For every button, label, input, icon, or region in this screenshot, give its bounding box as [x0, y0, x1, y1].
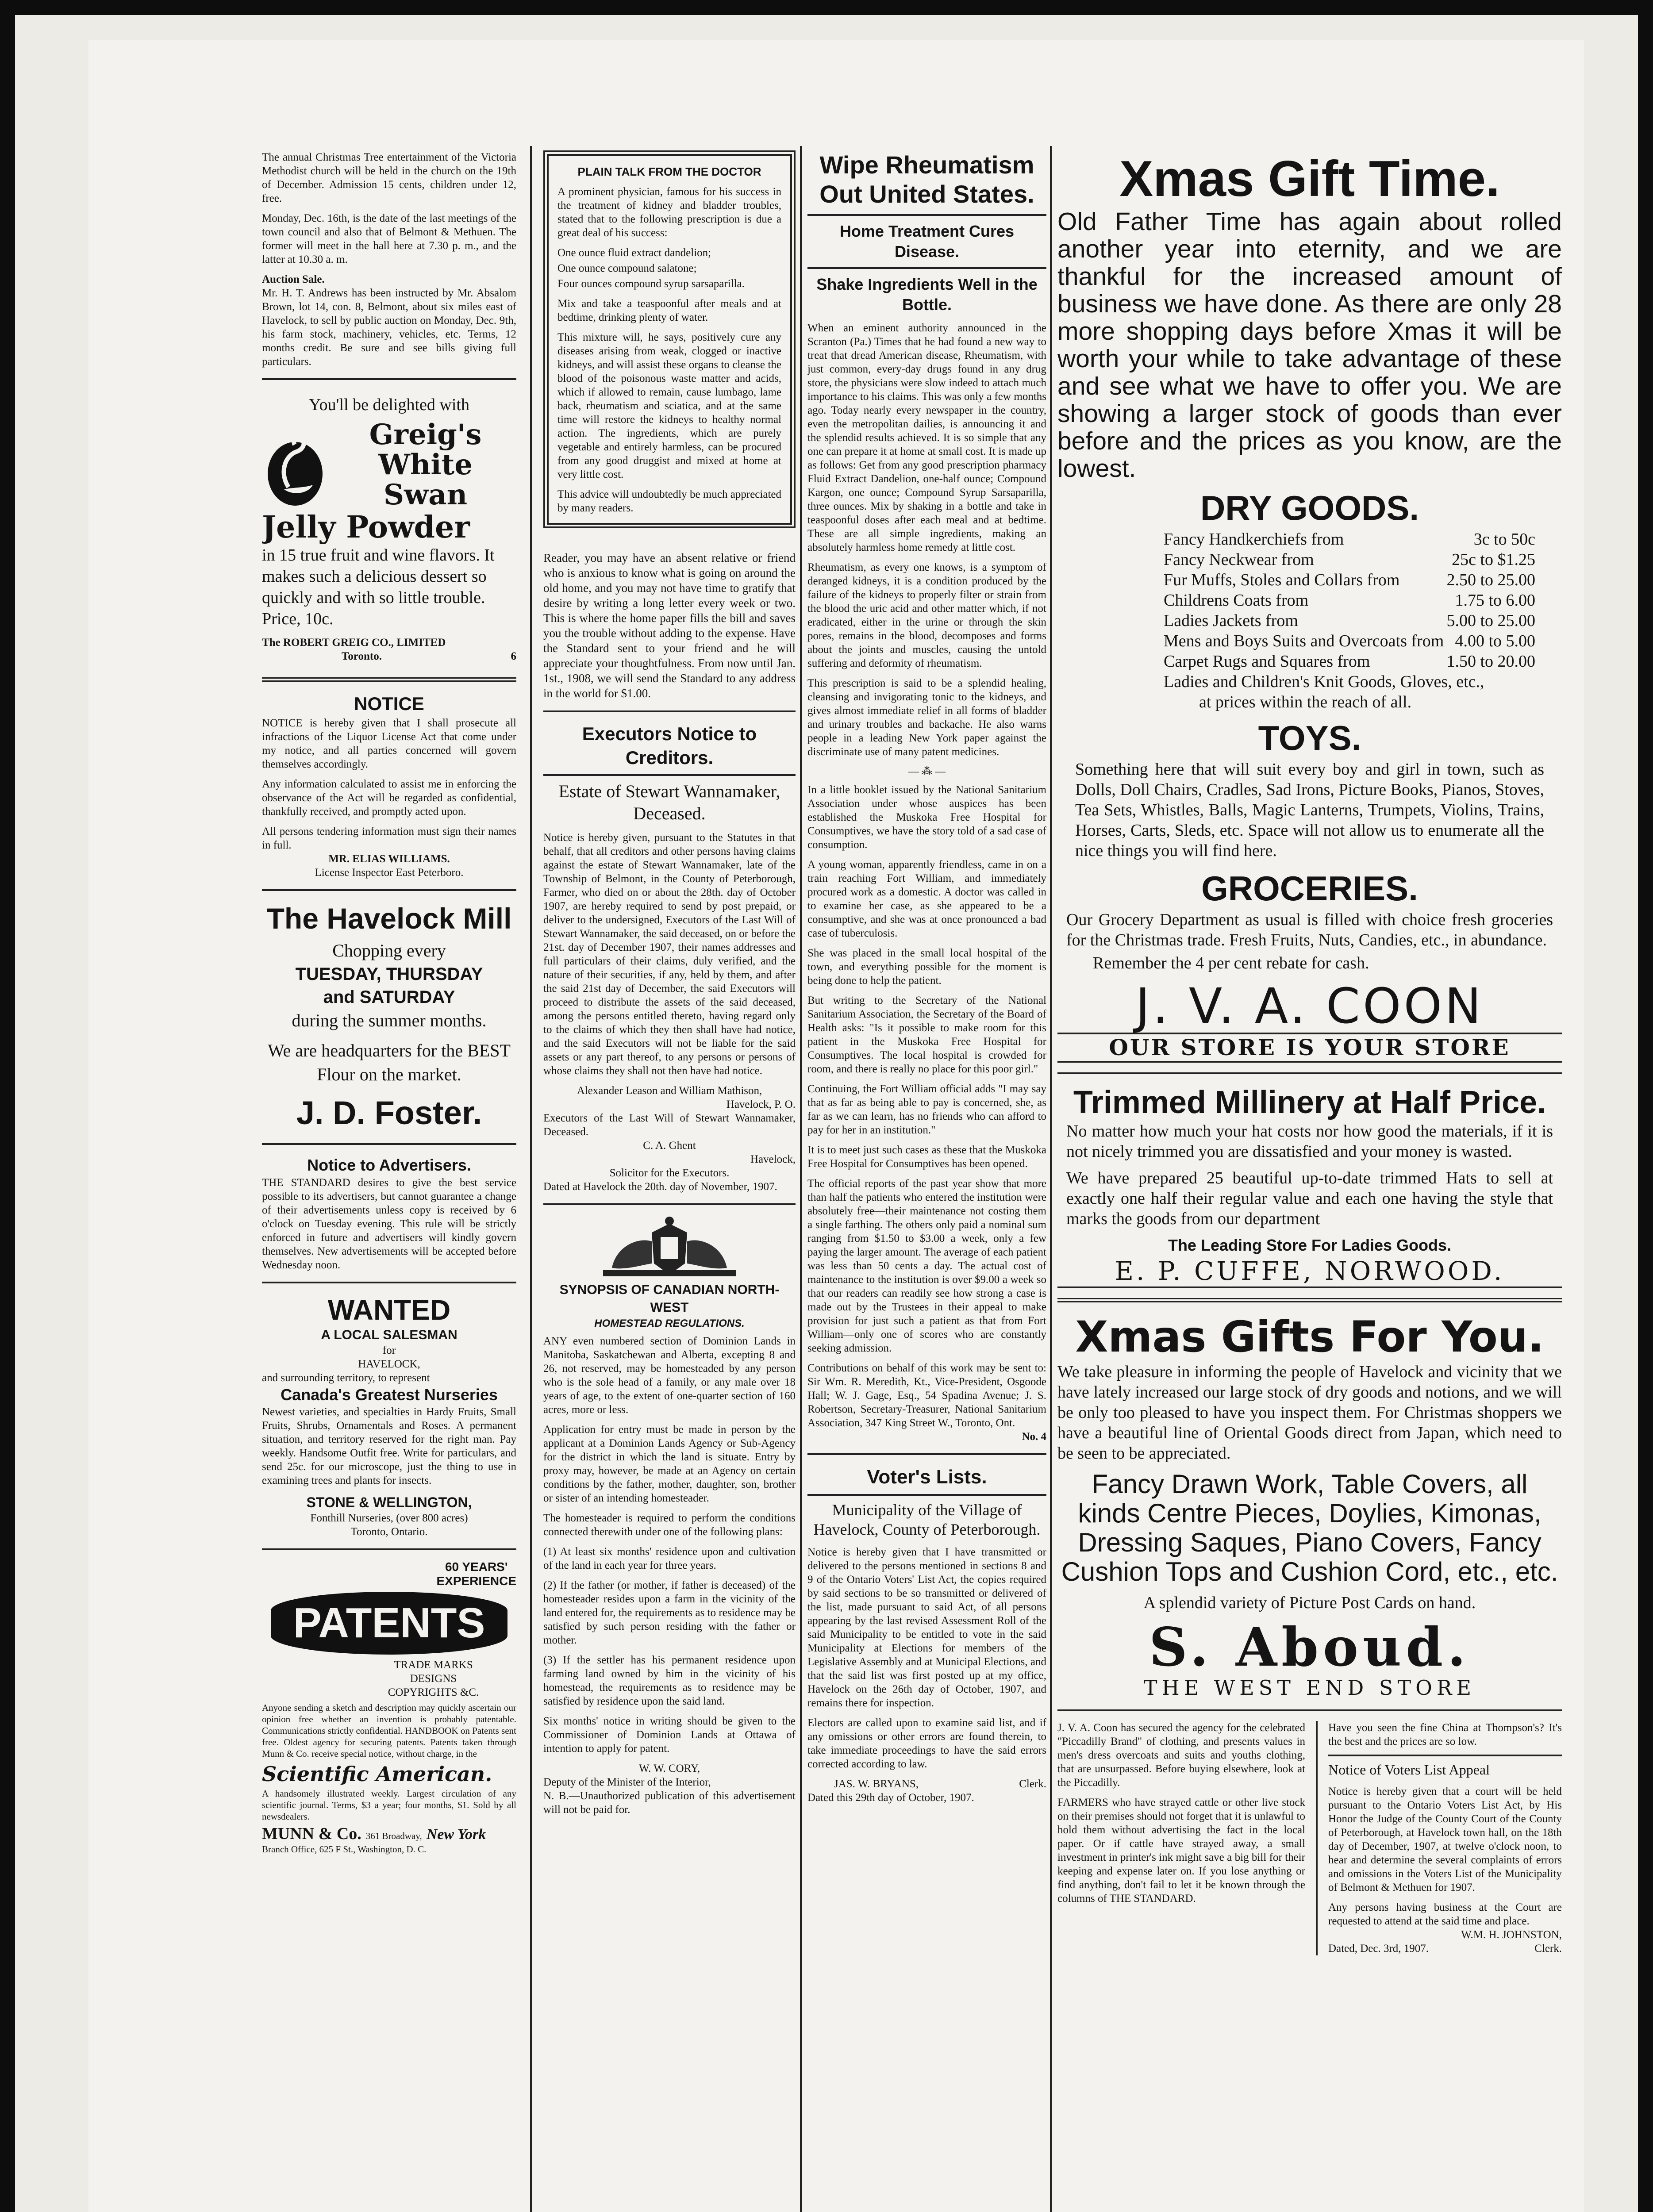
voters-lists-subtitle: Municipality of the Village of Havelock, County of Peterborough. — [813, 1501, 1041, 1538]
voters-appeal-body: Notice is hereby given that a court will be held pursuant to the Ontario Voters List Act, by His Honor the Judge of the County Court of the County of Peterborough, at Havelock town hall, on the 18th day of December, 1907, at twelve o'clock noon, to hear and determine the several complaints of errors and omissions in the Voters List of the Municipality of Belmont & Methuen for 1907. — [1328, 1786, 1562, 1893]
wanted-body: Newest varieties, and specialties in Hardy Fruits, Small Fruits, Shrubs, Ornamentals and Roses. A permanent situation, and territory reserved for the right man. Pay weekly. Handsome Outfit free. Write for particulars, and send 25c. for our microscope, just the thing to use in examining trees and plants for insects. — [262, 1406, 516, 1486]
wanted-title: WANTED — [327, 1294, 451, 1326]
synopsis-p6: (3) If the settler has his permanent residence upon farming land owned by him in the vicinity of his homestead, the requirements as to residence may be satisfied by residence upon the said land. — [543, 1654, 796, 1707]
council-meeting-notice: Monday, Dec. 16th, is the date of the last meetings of the town council and also that of Belmont & Methuen. The former will meet in the hall here at 7.30 p. m., and the latter at 10.30 a. m. — [262, 212, 516, 265]
executors-title: Executors Notice to Creditors. — [582, 723, 757, 768]
patents-experience: EXPERIENCE — [436, 1574, 516, 1588]
synopsis-signature: W. W. CORY, — [638, 1763, 700, 1774]
aboud-name: S. Aboud. — [1149, 1616, 1470, 1678]
bottom-right-notices — [1318, 1721, 1562, 1955]
rheumatism-subtitle-1: Home Treatment Cures Disease. — [839, 222, 1015, 261]
munn-address: 361 Broadway, — [365, 1831, 422, 1841]
divider — [543, 1203, 796, 1205]
voters-appeal-body-2: Any persons having business at the Court are requested to attend at the said time and place. — [1328, 1901, 1562, 1927]
xmas-gifts-post-cards: A splendid variety of Picture Post Cards on hand. — [1143, 1594, 1476, 1612]
groceries-rebate: Remember the 4 per cent rebate for cash. — [1093, 954, 1369, 972]
divider — [807, 267, 1046, 269]
greig-body: in 15 true fruit and wine flavors. It makes such a delicious dessert so quickly and with so little trouble. Price, 10c. — [262, 546, 495, 628]
advertisers-notice-body: THE STANDARD desires to give the best service possible to its advertisers, but cannot guarantee a change of their advertisements unless copy is received by 6 o'clock on Tuesday evening. This rule will be strictly enforced in future and advertisers will kindly govern themselves. New advertisements will be accepted before Wednesday noon. — [262, 1177, 516, 1271]
dry-goods-item: Fur Muffs, Stoles and Collars from 2.50 to 25.00 — [1164, 571, 1535, 589]
patents-copyrights: COPYRIGHTS &C. — [388, 1686, 479, 1698]
xmas-gift-time-body: Old Father Time has again about rolled another year into eternity, and we are thankful for the increased amount of business we have done. As there are only 28 more shopping days before Xmas it will be worth your while to take advantage of these and see what we have to offer you. We are showing a larger stock of goods than ever before and the prices as you know, are the lowest. — [1057, 207, 1562, 483]
reader-notice: Reader, you may have an absent relative or friend who is anxious to know what is going on around the old home, and you may not have time to gratify that desire by writing a long letter every week or two. This is where the home paper fills the bill and saves you the trouble without adding to the expense. Have the Standard sent to your friend and he will appreciate your thoughtfulness. From now until Jan. 1st., 1908, we will send the Standard to any address in the world for $1.00. — [543, 551, 796, 700]
sanitarium-p2: A young woman, apparently friendless, came in on a train reaching Fort William, and immediately procured work as a domestic. A doctor was called in to examine her case, as she appeared to be a consumptive, and she was at once pronounced a bad case of tuberculosis. — [807, 859, 1046, 939]
munn-new-york: New York — [426, 1826, 486, 1843]
plain-talk-title: PLAIN TALK FROM THE DOCTOR — [577, 165, 761, 178]
munn-co: MUNN & Co. — [262, 1824, 361, 1843]
xmas-gifts-fancy-goods: Fancy Drawn Work, Table Covers, all kinds Centre Pieces, Doylies, Kimonas, Dressing Saques, Piano Covers, Fancy Cushion Tops and Cushion Cord, etc., etc. — [1061, 1469, 1558, 1586]
mill-headquarters: We are headquarters for the BEST Flour on the market. — [268, 1041, 511, 1084]
advertisers-notice-title: Notice to Advertisers. — [307, 1156, 471, 1174]
plain-talk-box — [543, 150, 796, 528]
rheumatism-p2: Rheumatism, as every one knows, is a symptom of deranged kidneys, it is a condition produced by the failure of the kidneys to properly filter or strain from the blood the uric acid and other matter which, if not eradicated, either in the urine or through the skin pores, remains in the blood, decomposes and forms about the joints and muscles, causing the untold suffering and deformity of rheumatism. — [807, 561, 1046, 669]
executors-estate: Estate of Stewart Wannamaker, Deceased. — [558, 781, 780, 823]
synopsis-p2: Application for entry must be made in person by the applicant at a Dominion Lands Agency or Sub-Agency for the district in which the land is situate. Entry by proxy may, however, be made at an Agency on certain conditions by the father, mother, daughter, son, brother or sister of an intending homesteader. — [543, 1424, 796, 1504]
executors-ghent: C. A. Ghent — [643, 1140, 696, 1152]
foster-name: J. D. Foster. — [296, 1094, 482, 1131]
rheumatism-subtitle-2: Shake Ingredients Well in the Bottle. — [816, 275, 1038, 314]
divider — [807, 1494, 1046, 1496]
executors-role: Executors of the Last Will of Stewart Wannamaker, Deceased. — [543, 1112, 796, 1138]
greig-city: Toronto. — [342, 650, 382, 662]
mill-chopping: Chopping every — [332, 941, 446, 960]
dry-goods-title: DRY GOODS. — [1200, 488, 1419, 527]
cuffe-norwood: E. P. CUFFE, NORWOOD. — [1057, 1256, 1562, 1288]
millinery-leading-store: The Leading Store For Ladies Goods. — [1168, 1236, 1452, 1254]
farmers-notice: FARMERS who have strayed cattle or other live stock on their premises should not forget that it is unlawful to hold them without advertising the fact in the local paper. Or if cattle have strayed away, a small investment in printer's ink might save a big bill for their keeping and expense later on. If you lose anything or find anything, don't fail to let it be known through the columns of THE STANDARD. — [1057, 1797, 1305, 1905]
piccadilly-notice: J. V. A. Coon has secured the agency for the celebrated "Piccadilly Brand" of clothing, and presents values in men's dress overcoats and suits and youths clothing, that are unsurpassed. Before buying elsewhere, look at the Piccadilly. — [1057, 1722, 1305, 1789]
voters-lists-body-2: Electors are called upon to examine said list, and if any omissions or other errors are found therein, to take immediate proceedings to have the said errors corrected according to law. — [807, 1717, 1046, 1770]
patents-designs: DESIGNS — [410, 1673, 457, 1685]
xmas-gift-time-title: Xmas Gift Time. — [1119, 151, 1500, 207]
patents-word: PATENTS — [293, 1599, 485, 1647]
voters-appeal-dated: Dated, Dec. 3rd, 1907. — [1328, 1943, 1429, 1955]
executors-place: Havelock, P. O. — [726, 1098, 796, 1110]
greig-number: 6 — [511, 650, 516, 662]
divider — [807, 214, 1046, 216]
voters-appeal-clerk: Clerk. — [1534, 1943, 1562, 1955]
coat-of-arms-icon — [543, 1215, 796, 1281]
wanted-territory: and surrounding territory, to represent — [262, 1372, 430, 1384]
dry-goods-prices: at prices within the reach of all. — [1199, 693, 1412, 711]
divider — [262, 1143, 516, 1145]
patents-trade-marks: TRADE MARKS — [394, 1659, 473, 1671]
patents-advert — [262, 1560, 516, 1855]
synopsis-title: SYNOPSIS OF CANADIAN NORTH-WEST — [559, 1283, 780, 1315]
toys-body: Something here that will suit every boy and girl in town, such as Dolls, Doll Chairs, Cradles, Sad Irons, Picture Books, Pianos, Stoves, Tea Sets, Whistles, Balls, Magic Lanterns, Trumpets, Violins, Trains, Horses, Carts, Sleds, etc. Space will not allow us to enumerate all the nice things you will find here. — [1075, 760, 1544, 860]
divider — [262, 1548, 516, 1550]
voters-lists-signature: JAS. W. BRYANS, — [834, 1778, 919, 1790]
voters-lists-dated: Dated this 29th day of October, 1907. — [807, 1792, 974, 1804]
liquor-notice-body-3: All persons tendering information must sign their names in full. — [262, 826, 516, 851]
plain-talk-ingredient-2: One ounce compound salatone; — [557, 262, 697, 274]
column-rule — [800, 146, 802, 2212]
sanitarium-p5: Continuing, the Fort William official adds "I may say that as far as being able to pay is concerned, she, as far as we can learn, has no friends who can afford to pay for her in an institution." — [807, 1083, 1046, 1136]
greig-name-2: White — [378, 448, 473, 481]
millinery-p1: No matter how much your hat costs nor how good the materials, if it is not nicely trimmed you are dissatisfied and your money is wasted. — [1066, 1122, 1553, 1161]
xmas-gifts-for-you-title: Xmas Gifts For You. — [1075, 1312, 1544, 1362]
christmas-tree-notice: The annual Christmas Tree entertainment of the Victoria Methodist church will be held in the church on the 19th of December. Admission 15 cents, children under 12, free. — [262, 151, 516, 204]
rheumatism-p1: When an eminent authority announced in the Scranton (Pa.) Times that he had found a new way to treat that dread American disease, Rheumatism, with just common, every-day drugs found in any drug store, the physicians were slow indeed to attach much importance to his claims. This was only a few months ago. Today nearly every newspaper in the country, even the metropolitan dailies, is announcing it and the splendid results achieved. It is so simple that any one can prepare it at home at small cost. It is made up as follows: Get from any good prescription pharmacy Fluid Extract Dandelion, one-half ounce; Compound Kargon, one ounce; Compound Syrup Sarsaparilla, three ounces. Mix by shaking in a bottle and take in teaspoonful doses after each meal and at bedtime. These are all simple ingredients, making an absolutely harmless home remedy at little cost. — [807, 322, 1046, 553]
havelock-mill-title: The Havelock Mill — [266, 902, 512, 935]
auction-title: Auction Sale. — [262, 273, 325, 285]
scientific-american-body: A handsomely illustrated weekly. Largest circulation of any scientific journal. Terms, $3 a year; four months, $1. Sold by all newsdealers. — [262, 1788, 516, 1822]
column-rule — [530, 146, 532, 2212]
divider — [807, 1453, 1046, 1455]
liquor-notice-role: License Inspector East Peterboro. — [315, 867, 464, 879]
synopsis-p1: ANY even numbered section of Dominion Lands in Manitoba, Saskatchewan and Alberta, excepting 8 and 26, not reserved, may be homesteaded by any person who is the sole head of a family, or any male over 18 years of age, to the extent of one-quarter section of 160 acres, more or less. — [543, 1335, 796, 1416]
groceries-body: Our Grocery Department as usual is filled with choice fresh groceries for the Christmas trade. Fresh Fruits, Nuts, Candies, etc., in abundance. — [1066, 910, 1553, 949]
synopsis-subtitle: HOMESTEAD REGULATIONS. — [594, 1317, 745, 1329]
voters-lists-body: Notice is hereby given that I have transmitted or delivered to the persons mentioned in sections 8 and 9 of the Ontario Voters' List Act, the copies required by said sections to be so transmitted or delivered of the list, made pursuant to said Act, of all persons appearing by the last revised Assessment Roll of the said Municipality to be entitled to vote in the said Municipality at Elections for members of the Legislative Assembly and at Municipal Elections, and that the said list was first posted up at my office, Havelock on the 26th day of October, 1907, and remains there for inspection. — [807, 1546, 1046, 1709]
greig-name-1: Greig's — [369, 418, 482, 451]
wanted-salesman: A LOCAL SALESMAN — [321, 1328, 457, 1342]
executors-dated: Dated at Havelock the 20th. day of November, 1907. — [543, 1181, 777, 1193]
sanitarium-p1: In a little booklet issued by the National Sanitarium Association under whose auspices has been established the Muskoka Free Hospital for Consumptives, we have the story told of a sad case of consumption. — [807, 784, 1046, 851]
divider — [1057, 1298, 1562, 1302]
column-rule — [1050, 146, 1052, 2212]
stone-wellington-name: STONE & WELLINGTON, — [306, 1494, 472, 1510]
dry-goods-knit: Ladies and Children's Knit Goods, Gloves, etc., — [1164, 672, 1484, 691]
plain-talk-ingredient-1: One ounce fluid extract dandelion; — [557, 247, 711, 259]
mill-and-saturday: and SATURDAY — [323, 987, 455, 1007]
plain-talk-p1: A prominent physician, famous for his success in the treatment of kidney and bladder troubles, stated that to the following prescription is due a great deal of his success: — [557, 186, 781, 239]
dry-goods-item: Childrens Coats from 1.75 to 6.00 — [1164, 591, 1535, 610]
rheumatism-p3: This prescription is said to be a splendid healing, cleansing and invigorating tonic to the kidneys, and gives almost immediate relief in all forms of bladder and urinary troubles and backache. He also warns people in a leading New York paper against the discriminate use of many patent medicines. — [807, 677, 1046, 758]
groceries-title: GROCERIES. — [1201, 869, 1418, 908]
synopsis-p4: (1) At least six months' residence upon and cultivation of the land in each year for three years. — [543, 1546, 796, 1571]
divider — [262, 889, 516, 891]
divider — [1328, 1755, 1562, 1756]
sanitarium-p6: It is to meet just such cases as these that the Muskoka Free Hospital for Consumptives has been opened. — [807, 1144, 1046, 1170]
greig-company: The ROBERT GREIG CO., LIMITED — [262, 637, 446, 649]
greig-name-3: Swan — [383, 478, 468, 511]
plain-talk-p2: Mix and take a teaspoonful after meals and at bedtime, drinking plenty of water. — [557, 298, 781, 323]
column-3 — [807, 150, 1046, 2212]
patents-body: Anyone sending a sketch and description may quickly ascertain our opinion free whether an invention is probably patentable. Communications strictly confidential. HANDBOOK on Patents sent free. Oldest agency for securing patents. Patents taken through Munn & Co. receive special notice, without charge, in the — [262, 1702, 516, 1759]
greig-intro: You'll be delighted with — [309, 396, 469, 414]
divider — [262, 378, 516, 380]
dry-goods-item: Carpet Rugs and Squares from 1.50 to 20.00 — [1164, 652, 1535, 671]
plain-talk-p4: This advice will undoubtedly be much appreciated by many readers. — [557, 488, 781, 514]
wanted-town: HAVELOCK, — [358, 1358, 420, 1370]
divider — [262, 1282, 516, 1283]
coon-store-tagline: OUR STORE IS YOUR STORE — [1057, 1033, 1562, 1063]
divider — [1057, 1072, 1562, 1074]
synopsis-deputy: Deputy of the Minister of the Interior, — [543, 1776, 711, 1788]
xmas-gifts-for-you-body: We take pleasure in informing the people of Havelock and vicinity that we have lately increased our large stock of dry goods and notions, and we will be only too pleased to have you inspect them. For Christmas shoppers we have a beautiful line of Oriental Goods direct from Japan, which need to be seen to be appreciated. — [1057, 1363, 1562, 1463]
synopsis-p7: Six months' notice in writing should be given to the Commissioner of Dominion Lands at Ottawa of intention to apply for patent. — [543, 1715, 796, 1755]
sanitarium-p7: The official reports of the past year show that more than half the patients who entered the institution were absolutely free—their maintenance not costing them a single farthing. The others only paid a nominal sum ranging from $1.50 to $3.00 a week, only a few paying the larger amount. The average of each patient was less than 50 cents a day. The actual cost of maintenance to the institution is over $9.00 a week so that our readers can readily see how strong a case is made out by the Trustees in their appeal to make provision for just such a patient as that from Fort William—only one of scores who are constantly seeking admission. — [807, 1178, 1046, 1354]
wanted-for: for — [382, 1344, 396, 1356]
aboud-tagline: THE WEST END STORE — [1143, 1676, 1476, 1700]
dry-goods-item: Mens and Boys Suits and Overcoats from 4.00 to 5.00 — [1164, 632, 1535, 650]
dry-goods-item: Fancy Handkerchiefs from 3c to 50c — [1164, 530, 1535, 549]
swan-icon — [262, 421, 328, 509]
column-2 — [543, 150, 796, 2212]
executors-names: Alexander Leason and William Mathison, — [577, 1085, 762, 1097]
synopsis-p3: The homesteader is required to perform the conditions connected therewith under one of the following plans: — [543, 1512, 796, 1538]
plain-talk-p3: This mixture will, he says, positively cure any diseases arising from weak, clogged or inactive kidneys, and will assist these organs to cleanse the blood of the poisonous waste matter and acids, which if allowed to remain, cause lumbago, lame back, rheumatism and sciatica, and at the same time will restore the kidneys to healthy normal action. The ingredients, which are purely vegetable and entirely harmless, can be procured from any good druggist and mixed at home at very little cost. — [557, 331, 781, 480]
liquor-notice-body-1: NOTICE is hereby given that I shall prosecute all infractions of the Liquor License Act that come under my notice, and all parties concerned will govern themselves accordingly. — [262, 717, 516, 770]
munn-branch: Branch Office, 625 F St., Washington, D. C. — [262, 1844, 427, 1855]
sanitarium-p8: Contributions on behalf of this work may be sent to: Sir Wm. R. Meredith, Kt., Vice-President, Osgoode Hall; W. J. Gage, Esq., 54 Spadina Avenue; J. S. Robertson, Secretary-Treasurer, National Sanitarium Association, 347 King Street W., Toronto, Ont. — [807, 1362, 1046, 1429]
rheumatism-title: Wipe Rheumatism Out United States. — [819, 151, 1034, 208]
toys-title: TOYS. — [1258, 718, 1361, 757]
sanitarium-p3: She was placed in the small local hospital of the town, and everything possible for the moment is being done to help the patient. — [807, 947, 1046, 987]
plain-talk-ingredient-3: Four ounces compound syrup sarsaparilla. — [557, 278, 745, 290]
sanitarium-p4: But writing to the Secretary of the National Sanitarium Association, the Secretary of the Board of Health asks: "Is it possible to make room for this patient in the Muskoka Free Hospital for Consumptives. The local hospital is crowded for room, and there is really no place for this poor girl." — [807, 995, 1046, 1075]
dry-goods-item: Ladies Jackets from 5.00 to 25.00 — [1164, 611, 1535, 630]
sanitarium-number: No. 4 — [1022, 1431, 1046, 1443]
millinery-title: Trimmed Millinery at Half Price. — [1073, 1085, 1546, 1120]
stone-wellington-address: Fonthill Nurseries, (over 800 acres) — [310, 1512, 468, 1524]
executors-solicitor: Solicitor for the Executors. — [609, 1167, 730, 1179]
voters-lists-title: Voter's Lists. — [867, 1466, 987, 1488]
voters-appeal-signature: W.M. H. JOHNSTON, — [1461, 1929, 1562, 1941]
divider — [262, 677, 516, 682]
patents-experience-years: 60 YEARS' — [445, 1560, 508, 1574]
greig-logo-block — [262, 420, 516, 510]
wanted-nurseries: Canada's Greatest Nurseries — [281, 1386, 498, 1404]
china-notice: Have you seen the fine China at Thompson's? It's the best and the prices are so low. — [1328, 1722, 1562, 1747]
synopsis-p5: (2) If the father (or mother, if father is deceased) of the homesteader resides upon a farm in the vicinity of the land entered for, the requirements as to residence may be satisfied by such person residing with the father or mother. — [543, 1579, 796, 1646]
executors-ghent-place: Havelock, — [750, 1153, 796, 1165]
liquor-notice-body-2: Any information calculated to assist me in enforcing the observance of the Act will be regarded as confidential, thankfully received, and promptly acted upon. — [262, 778, 516, 818]
voters-appeal-title: Notice of Voters List Appeal — [1328, 1762, 1490, 1778]
liquor-notice-signature: MR. ELIAS WILLIAMS. — [328, 853, 450, 865]
bottom-left-notices — [1057, 1721, 1318, 1955]
column-4 — [1057, 150, 1562, 2212]
bottom-notices — [1057, 1721, 1562, 1955]
notice-title: NOTICE — [354, 693, 424, 714]
mill-months: during the summer months. — [292, 1010, 487, 1030]
stone-wellington-city: Toronto, Ontario. — [350, 1526, 428, 1538]
column-1 — [262, 150, 516, 2212]
greig-advert — [262, 390, 516, 668]
auction-body: Mr. H. T. Andrews has been instructed by Mr. Absalom Brown, lot 14, con. 8, Belmont, about six miles east of Havelock, to sell by public auction on Monday, Dec. 9th, his farm stock, machinery, vehicles, etc. Terms, 12 months credit. Be sure and see bills giving full particulars. — [262, 287, 516, 368]
ornament-divider: — ⁂ — — [908, 766, 946, 777]
divider — [1057, 1709, 1562, 1711]
voters-lists-clerk: Clerk. — [1019, 1778, 1046, 1790]
mill-days: TUESDAY, THURSDAY — [295, 964, 483, 984]
greig-product: Jelly Powder — [262, 510, 470, 545]
scientific-american: Scientific American. — [262, 1762, 492, 1786]
dry-goods-list — [1057, 529, 1562, 712]
patents-banner — [271, 1592, 507, 1655]
synopsis-nb: N. B.—Unauthorized publication of this advertisement will not be paid for. — [543, 1790, 796, 1816]
divider — [543, 774, 796, 776]
divider — [543, 710, 796, 712]
coon-store-name: J. V. A. COON — [1135, 978, 1484, 1034]
millinery-p2: We have prepared 25 beautiful up-to-date trimmed Hats to sell at exactly one half their regular value and each one having the style that marks the goods from our department — [1066, 1169, 1553, 1228]
executors-body: Notice is hereby given, pursuant to the Statutes in that behalf, that all creditors and other persons having claims against the estate of Stewart Wannamaker, late of the Township of Belmont, in the County of Peterborough, Farmer, who died on or about the 28th. day of October 1907, are hereby required to send by post prepaid, or deliver to the undersigned, Executors of the Last Will of Stewart Wannamaker, the said deceased, on or before the 21st. day of December 1907, their names addresses and full particulars of their claims, duly verified, and the nature of their securities, if any, held by them, and after the said 21st day of December, the said Executors will proceed to distribute the assets of the said deceased, among the persons entitled thereto, having regard only to the claims of which they then shall have had notice, and the said Executors will not be liable for the said assets or any part thereof, to any persons or persons of whose claims they shall not then have had notice. — [543, 832, 796, 1077]
dry-goods-item: Fancy Neckwear from 25c to $1.25 — [1164, 550, 1535, 569]
